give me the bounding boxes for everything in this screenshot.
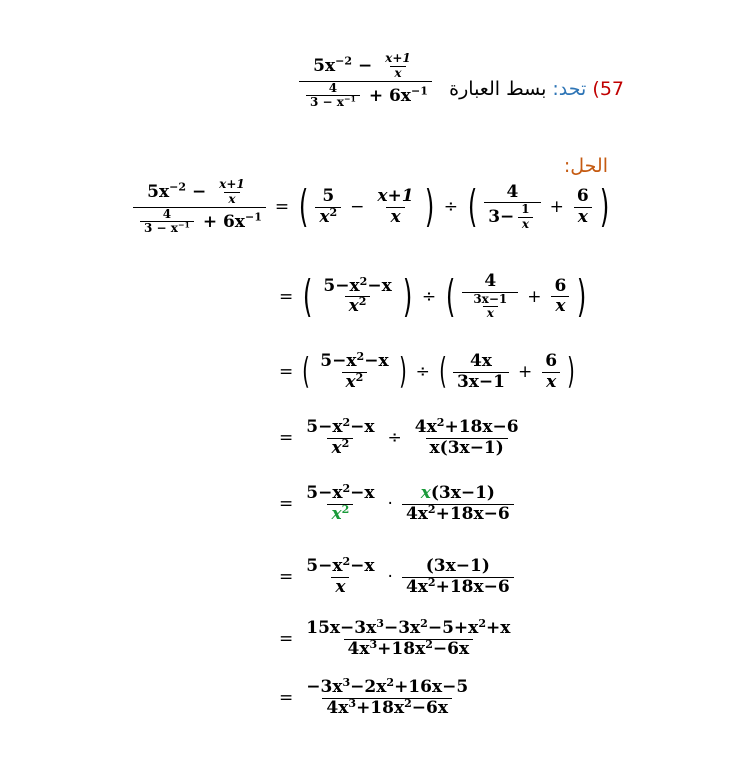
- problem-expression: $5x^{-2}$ − $\frac{x+1}{x}$ $\frac{4}{3 - x^{-1}}$ + $6x^{-1}$: [296, 52, 435, 110]
- equals-sign: =: [274, 197, 290, 218]
- step-2: = ( $\frac{5-x^2-x}{x^2}$ ) ÷ ( $\frac{4}{\frac{3x-1}{x}}$ + $\frac{6}{x}$ ): [279, 270, 587, 322]
- step-7: = $\frac{15x-3x^3-3x^2-5+x^2+x}{4x^3+18x^2-6x}$: [279, 616, 511, 659]
- step-6: = $\frac{5-x^2-x}{x}$ · $\frac{(3x-1)}{4x^2+18x-6}$: [273, 557, 517, 597]
- original-expression: $5x^{-2}$ − $\frac{x+1}{x}$ $\frac{4}{3 - x^{-1}}$ + $6x^{-1}$: [133, 178, 266, 236]
- problem-title: [432, 78, 624, 100]
- step-8: = $\frac{-3x^3-2x^2+16x-5}{4x^3+18x^2-6x}$: [279, 675, 469, 718]
- step-4: = $\frac{5-x^2-x}{x^2}$ ÷ $\frac{4x^2+18x-6}{x(3x-1)}$: [279, 415, 519, 458]
- problem-number: 57): [592, 78, 624, 100]
- step-5: = $\frac{5-x^2-x}{x^2}$ · $\frac{x(3x-1)}{4x^2+18x-6}$: [273, 484, 517, 524]
- problem-label: تحد:: [552, 78, 587, 100]
- solution-label: الحل:: [563, 155, 608, 177]
- step-1: $5x^{-2}$ − $\frac{x+1}{x}$ $\frac{4}{3 - x^{-1}}$ + $6x^{-1}$ = ( $\frac{5}{x^2}$ − $\frac{x+1}{x}$ ) ÷ ( 4 3− $\frac{1}{x}$ + $\frac{6}{x}$ ): [130, 178, 613, 236]
- step-3: = ( $\frac{5-x^2-x}{x^2}$ ) ÷ ( $\frac{4x}{3x-1}$ + $\frac{6}{x}$ ): [279, 349, 575, 393]
- problem-text: بسط العبارة: [449, 78, 547, 100]
